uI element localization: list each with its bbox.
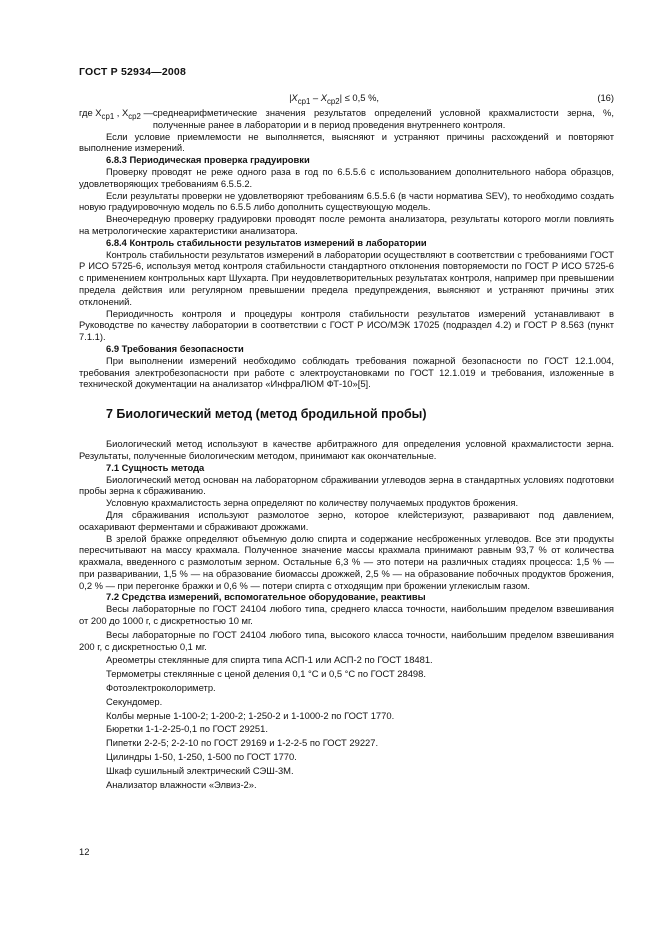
paragraph-7-2-2: Весы лабораторные по ГОСТ 24104 любого типа, высокого класса точности, наибольшим пределом взвешивания 200 г, с дискретностью 0,1 мг. — [79, 628, 614, 652]
definition-sub-1: ср1 — [101, 111, 115, 121]
definition-sub-2: ср2 — [128, 111, 141, 121]
paragraph-7-1-3: Для сбраживания используют размолотое зерно, которое клейстеризуют, разваривают под давлением, осахаривают ферментами и сбраживают дрожжами. — [79, 508, 614, 532]
list-item: Анализатор влажности «Элвиз-2». — [106, 778, 257, 790]
list-item: Пипетки 2-2-5; 2-2-10 по ГОСТ 29169 и 1-2-2-5 по ГОСТ 29227. — [106, 737, 379, 749]
list-item: Ареометры стеклянные для спирта типа АСП-1 или АСП-2 по ГОСТ 18481. — [106, 654, 433, 666]
formula-sub-1: ср1 — [297, 96, 311, 106]
definition-xcp — [79, 107, 614, 131]
list-item: Секундомер. — [106, 695, 163, 707]
paragraph-7-1-2: Условную крахмалистость зерна определяют по количеству получаемых продуктов брожения. — [106, 497, 519, 509]
page-content — [79, 92, 614, 792]
definition-dash: — — [140, 107, 153, 118]
heading-7-1: 7.1 Сущность метода — [106, 461, 205, 473]
heading-6-9: 6.9 Требования безопасности — [106, 342, 244, 354]
paragraph-7-1-4: В зрелой бражке определяют объемную долю спирта и содержание несброженных углеводов. Все эти продукты пересчитывают на массу крахмала. Полученное значение массы крахмала принимают равным 93,7 % от количества крахмала, введенного с размолотым зерном. Остальные 6,3 % — это потери на различных стадиях процесса: 1,5 % — при разваривании, 1,5 % — на образование биомассы дрожжей, 2,5 % — на образование побочных продуктов брожения, 0,2 % — при перегонке бражки и 0,6 % — потери спирта с отходящим при брожении углекислым газом. — [79, 532, 614, 591]
paragraph-6-8-4-2: Периодичность контроля и процедуры контроля стабильности результатов измерений устанавливают в Руководстве по качеству лаборатории в соответствии с ГОСТ Р ИСО/МЭК 17025 (подраздел 4.2) и ГОСТ Р 8.563 (пункт 7.1.1). — [79, 307, 614, 343]
paragraph-7-1-1: Биологический метод основан на лабораторном сбраживании углеводов зерна в стандартных условиях подготовки пробы зерна к сбраживанию. — [79, 473, 614, 497]
definition-term — [79, 107, 153, 131]
list-item: Термометры стеклянные с ценой деления 0,1 °С и 0,5 °С по ГОСТ 28498. — [106, 668, 426, 680]
formula-expression — [289, 92, 379, 108]
definition-term-comma: , X — [114, 107, 129, 118]
paragraph-6-8-3-3: Внеочередную проверку градуировки проводят после ремонта анализатора, результаты которого могли повлиять на метрологические характеристики анализатора. — [79, 213, 614, 236]
definition-text: среднеарифметические значения результатов определений условной крахмалистости зерна, %, полученные ранее в лаборатории и в период проведения внутреннего контроля. — [152, 107, 614, 130]
paragraph-7-intro: Биологический метод используют в качестве арбитражного для определения условной крахмалистости зерна. Результаты, полученные биологическим методом, принимают как окончательные. — [79, 438, 614, 461]
formula-part-1: |X — [289, 92, 298, 103]
paragraph-6-8-4-1: Контроль стабильности результатов измерений в лаборатории осуществляют в соответствии с требованиями ГОСТ Р ИСО 5725-6, используя метод контроля стабильности стандартного отклонения повторяемости по ГОСТ Р ИСО 5725-6 с применением контрольных карт Шухарта. При неудовлетворительных результатах контроля, например при превышении предела действия или регулярном превышении предела предупреждения, выясняют и устраняют причины этих отклонений. — [79, 248, 614, 307]
heading-6-8-4: 6.8.4 Контроль стабильности результатов измерений в лаборатории — [106, 236, 427, 248]
list-item: Цилиндры 1-50, 1-250, 1-500 по ГОСТ 1770. — [106, 751, 297, 763]
section-7-title: 7 Биологический метод (метод бродильной пробы) — [106, 407, 427, 422]
list-item: Шкаф сушильный электрический СЭШ-3М. — [106, 764, 294, 776]
formula-part-3: | ≤ 0,5 %, — [339, 92, 380, 103]
paragraph-acceptance: Если условие приемлемости не выполняется, выясняют и устраняют причины расхождений и повторяют выполнение измерений. — [79, 130, 614, 154]
equipment-list — [79, 654, 614, 790]
formula-part-2: – X — [310, 92, 328, 103]
list-item: Бюретки 1-1-2-25-0,1 по ГОСТ 29251. — [106, 723, 268, 735]
heading-7-2: 7.2 Средства измерений, вспомогательное оборудование, реактивы — [106, 591, 426, 603]
paragraph-7-2-1: Весы лабораторные по ГОСТ 24104 любого типа, среднего класса точности, наибольшим пределом взвешивания от 200 до 1000 г, с дискретностью 10 мг. — [79, 603, 614, 627]
definition-term-prefix: где X — [79, 107, 102, 118]
list-item: Колбы мерные 1-100-2; 1-200-2; 1-250-2 и 1-1000-2 по ГОСТ 1770. — [106, 709, 395, 721]
page-number: 12 — [79, 846, 90, 857]
paragraph-6-9-1: При выполнении измерений необходимо соблюдать требования пожарной безопасности по ГОСТ 12.1.004, требования электробезопасности при работе с электроустановками по ГОСТ 12.1.019 и требования, изложенные в технической документации на анализатор «ИнфраЛЮМ ФТ-10»[5]. — [79, 354, 614, 390]
heading-6-8-3: 6.8.3 Периодическая проверка градуировки — [106, 154, 310, 166]
paragraph-6-8-3-1: Проверку проводят не реже одного раза в год по 6.5.5.6 с использованием дополнительного набора образцов, удовлетворяющих требованиям 6.5.5.2. — [79, 165, 614, 189]
formula-16 — [79, 92, 614, 106]
standard-header: ГОСТ Р 52934—2008 — [79, 66, 187, 78]
formula-number: (16) — [597, 92, 614, 103]
list-item: Фотоэлектроколориметр. — [106, 682, 216, 694]
formula-sub-2: ср2 — [327, 96, 340, 106]
paragraph-6-8-3-2: Если результаты проверки не удовлетворяют требованиям 6.5.5.6 (в части норматива SEV), то необходимо создать новую градуировочную модель по 6.5.5 либо дополнить существующую модель. — [79, 189, 614, 213]
